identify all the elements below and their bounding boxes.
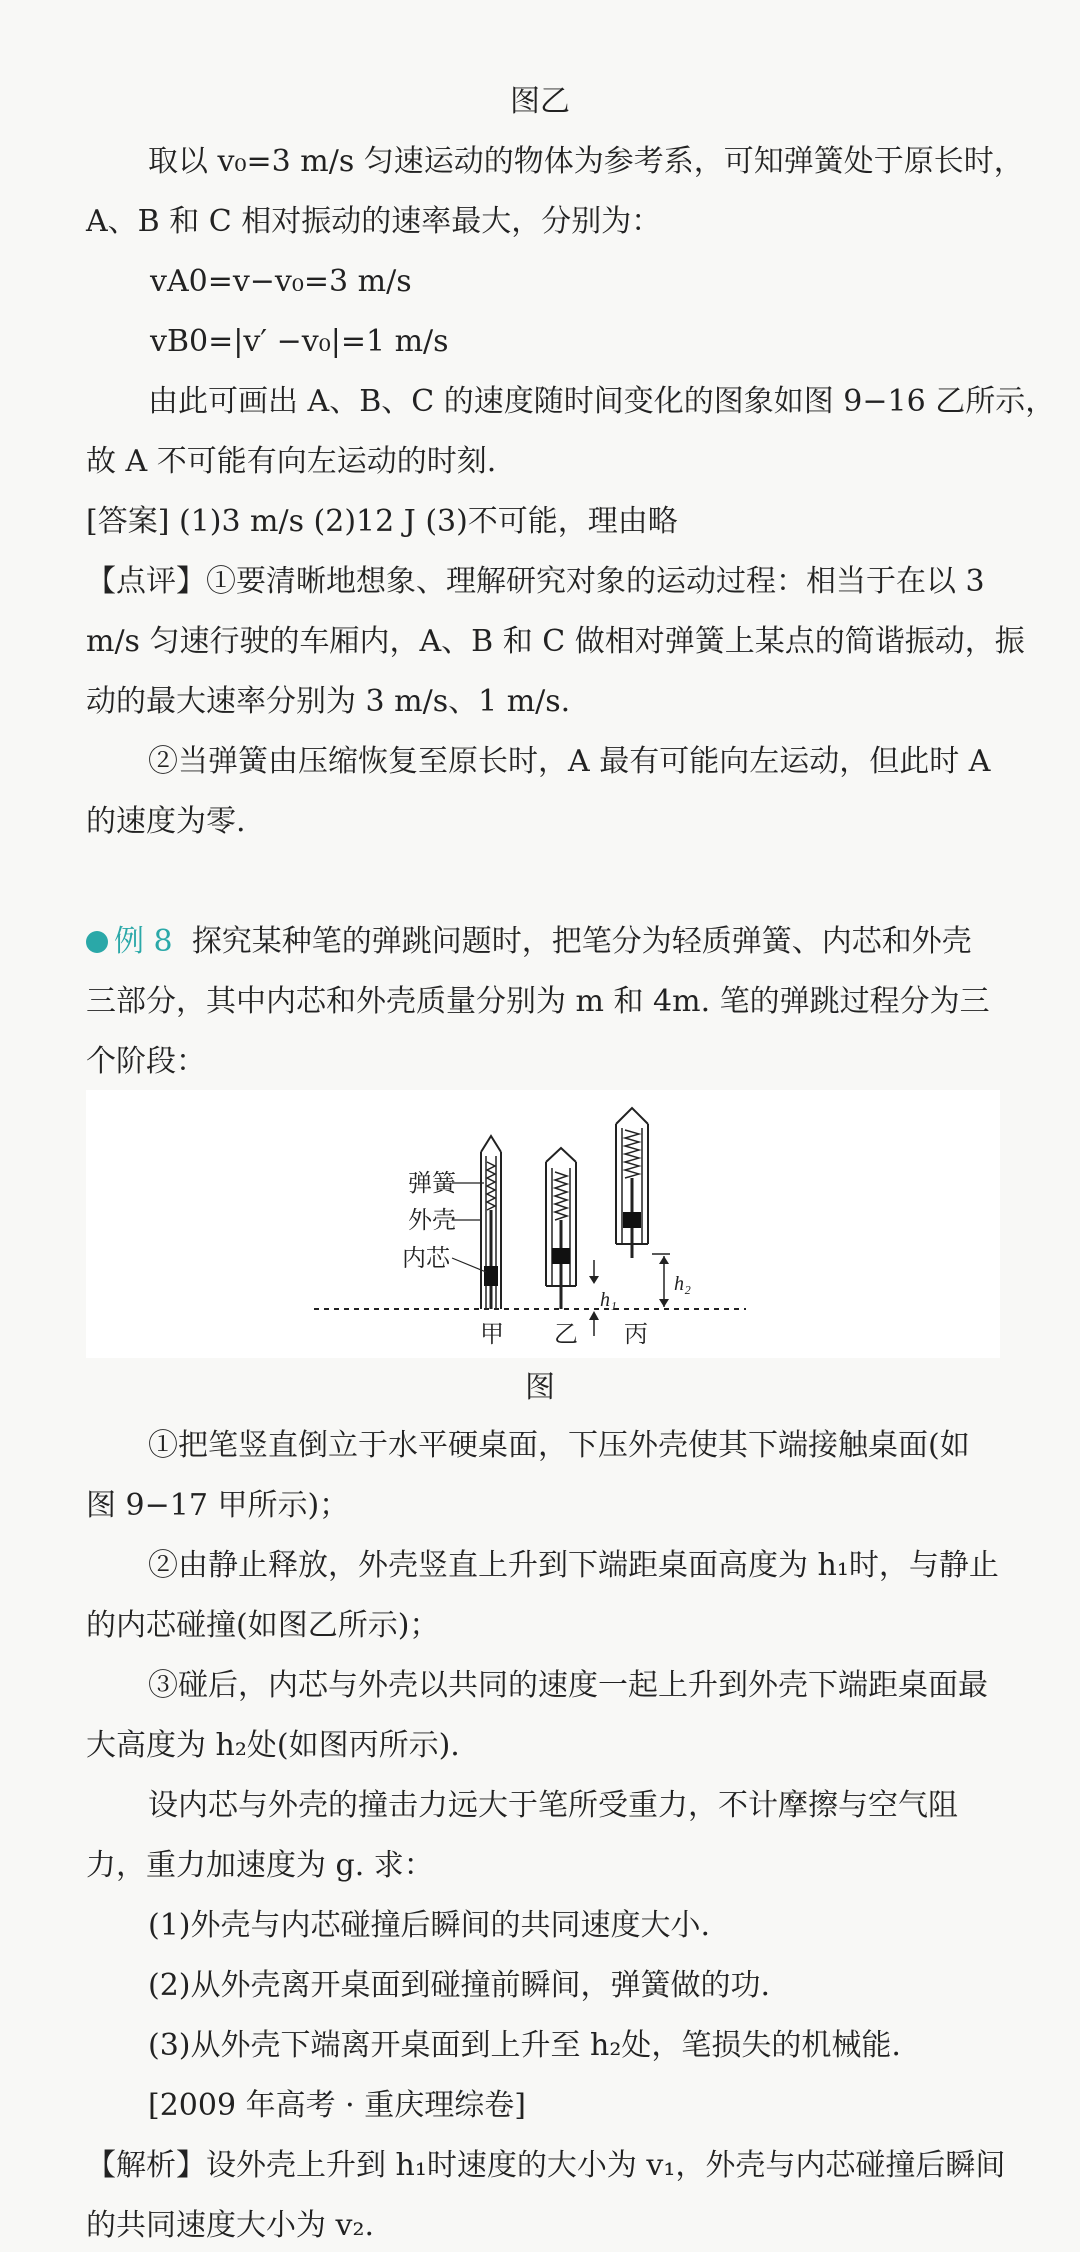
comment-line: 动的最大速率分别为 3 m/s、1 m/s. [86,684,571,719]
figure-caption-yi: 图乙 [510,84,570,119]
label-yi: 乙 [554,1321,578,1348]
question-3: (3)从外壳下端离开桌面到上升至 h₂处，笔损失的机械能. [148,2028,901,2063]
comment-line: m/s 匀速行驶的车厢内，A、B 和 C 做相对弹簧上某点的简谐振动，振 [86,624,1025,659]
para-line: 由此可画出 A、B、C 的速度随时间变化的图象如图 9−16 乙所示， [148,384,1056,419]
para-line: 取以 v₀=3 m/s 匀速运动的物体为参考系，可知弹簧处于原长时， [148,144,1024,179]
label-spring: 弹簧 [408,1170,456,1197]
comment-line: 【点评】①要清晰地想象、理解研究对象的运动过程：相当于在以 3 [86,564,985,599]
pen-jia [481,1136,501,1309]
label-bing: 丙 [624,1321,648,1348]
example-heading [86,922,1000,962]
comment-line: 的速度为零. [86,804,246,839]
label-shell: 外壳 [408,1207,456,1234]
step-line: 设内芯与外壳的撞击力远大于笔所受重力，不计摩擦与空气阻 [148,1788,958,1823]
bullet-dot-icon [86,931,108,953]
step-line: ②由静止释放，外壳竖直上升到下端距桌面高度为 h₁时，与静止 [148,1548,999,1583]
solution-line: 的共同速度大小为 v₂. [86,2208,375,2243]
example-line: 个阶段： [86,1044,206,1079]
label-core: 内芯 [402,1245,450,1272]
para-line: A、B 和 C 相对振动的速率最大，分别为： [86,204,662,239]
answer-line: [答案] (1)3 m/s (2)12 J (3)不可能，理由略 [86,504,678,539]
example-line: 三部分，其中内芯和外壳质量分别为 m 和 4m. 笔的弹跳过程分为三 [86,984,990,1019]
pen-figure [86,1090,1000,1358]
step-line: 力，重力加速度为 g. 求： [86,1848,434,1883]
step-line: ①把笔竖直倒立于水平硬桌面，下压外壳使其下端接触桌面(如 [148,1428,970,1463]
label-jia: 甲 [480,1321,504,1348]
example-tag: 例 8 [114,924,173,959]
equation-vb0: vB0=|v′ −v₀|=1 m/s [150,324,449,359]
step-line: 大高度为 h₂处(如图丙所示). [86,1728,460,1763]
comment-line: ②当弹簧由压缩恢复至原长时，A 最有可能向左运动，但此时 A [148,744,991,779]
pen-yi [546,1148,617,1336]
para-line: 故 A 不可能有向左运动的时刻. [86,444,497,479]
figure-caption: 图 [525,1370,555,1405]
pen-bing [616,1108,691,1307]
question-1: (1)外壳与内芯碰撞后瞬间的共同速度大小. [148,1908,711,1943]
example-text: 探究某种笔的弹跳问题时，把笔分为轻质弹簧、内芯和外壳 [191,924,972,959]
question-2: (2)从外壳离开桌面到碰撞前瞬间，弹簧做的功. [148,1968,771,2003]
label-h1: h₁ [600,1289,617,1311]
step-line: ③碰后，内芯与外壳以共同的速度一起上升到外壳下端距桌面最 [148,1668,988,1703]
equation-va0: vA0=v−v₀=3 m/s [150,264,412,299]
solution-line: 【解析】设外壳上升到 h₁时速度的大小为 v₁，外壳与内芯碰撞后瞬间 [86,2148,1006,2183]
source-citation: [2009 年高考 · 重庆理综卷] [148,2088,526,2123]
step-line: 图 9−17 甲所示)； [86,1488,350,1523]
step-line: 的内芯碰撞(如图乙所示)； [86,1608,440,1643]
label-h2: h₂ [674,1273,691,1295]
